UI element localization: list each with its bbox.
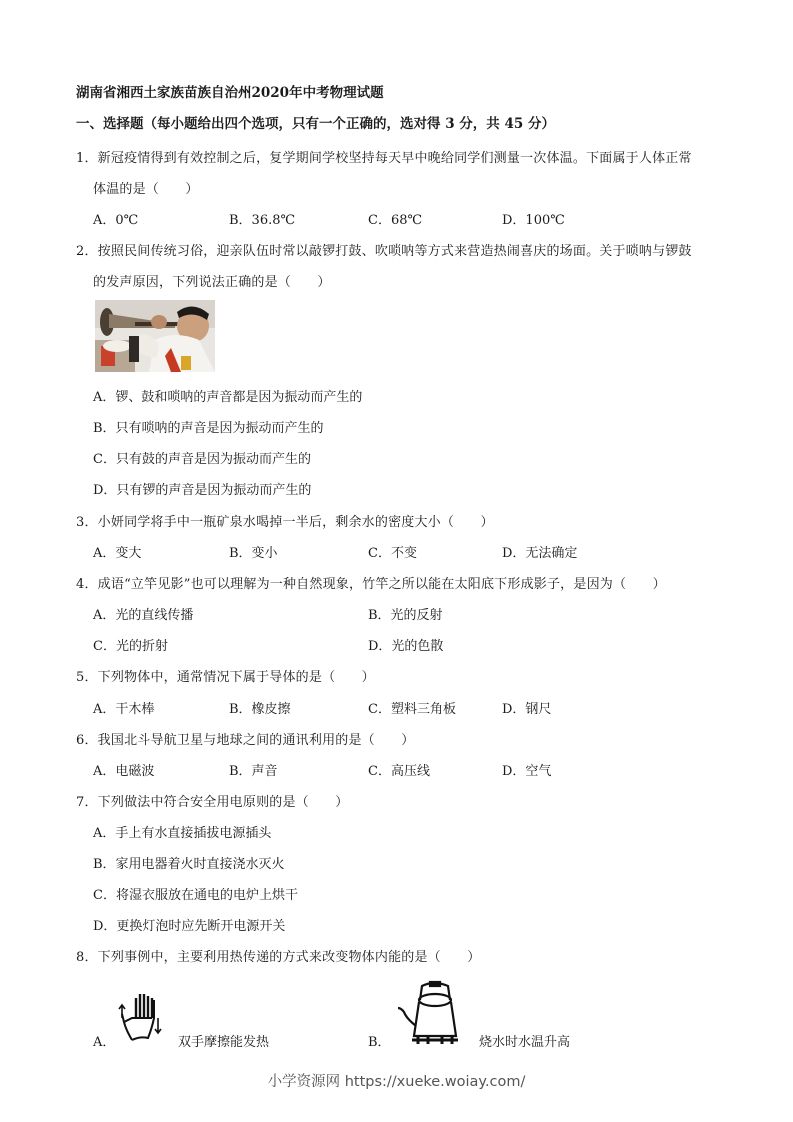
option-a: A．干木棒 <box>93 702 155 717</box>
option-d: D．无法确定 <box>502 546 578 561</box>
option-a: A．光的直线传播 <box>93 608 194 623</box>
option-a-text: 双手摩擦能发热 <box>178 1035 270 1050</box>
option-a: A．变大 <box>93 546 142 561</box>
exam-title: 湖南省湘西土家族苗族自治州2020年中考物理试题 <box>76 85 384 101</box>
question-stem: 5．下列物体中，通常情况下属于导体的是（ ） <box>76 670 375 685</box>
rubbing-hands-icon <box>118 992 164 1044</box>
option-d: D．只有锣的声音是因为振动而产生的 <box>93 483 312 498</box>
option-b-text: 烧水时水温升高 <box>479 1035 571 1050</box>
option-c: C．光的折射 <box>93 639 168 654</box>
question-stem: 8．下列事例中，主要利用热传递的方式来改变物体内能的是（ ） <box>76 950 481 965</box>
option-c: C．不变 <box>368 546 417 561</box>
option-d: D．钢尺 <box>502 702 552 717</box>
question-stem: 3．小妍同学将手中一瓶矿泉水喝掉一半后，剩余水的密度大小（ ） <box>76 515 494 530</box>
option-d: D．100℃ <box>502 213 565 228</box>
question-stem: 4．成语“立竿见影”也可以理解为一种自然现象，竹竿之所以能在太阳底下形成影子，是因为（ ） <box>76 577 666 592</box>
question-stem: 6．我国北斗导航卫星与地球之间的通讯利用的是（ ） <box>76 733 415 748</box>
question-stem: 2．按照民间传统习俗，迎亲队伍时常以敲锣打鼓、吹唢呐等方式来营造热闹喜庆的场面。关于唢呐与锣鼓 <box>76 244 692 259</box>
option-b: B．36.8℃ <box>229 213 296 228</box>
option-b: B．光的反射 <box>368 608 443 623</box>
option-d: D．空气 <box>502 764 552 779</box>
option-c: C．高压线 <box>368 764 430 779</box>
watermark-footer: 小学资源网 https://xueke.woiay.com/ <box>267 1074 526 1090</box>
question-stem-cont: 的发声原因，下列说法正确的是（ ） <box>93 275 331 290</box>
option-c: C．只有鼓的声音是因为振动而产生的 <box>93 452 311 467</box>
option-a: A．锣、鼓和唢呐的声音都是因为振动而产生的 <box>93 390 363 405</box>
option-a: A．手上有水直接插拔电源插头 <box>93 826 272 841</box>
option-a-letter: A． <box>93 1035 116 1050</box>
option-b: B．家用电器着火时直接浇水灭火 <box>93 857 285 872</box>
option-c: C．将湿衣服放在通电的电炉上烘干 <box>93 888 298 903</box>
kettle-icon <box>396 978 468 1048</box>
option-a: A．0℃ <box>93 213 139 228</box>
option-b: B．变小 <box>229 546 278 561</box>
section-heading: 一、选择题（每小题给出四个选项，只有一个正确的，选对得 3 分，共 45 分） <box>76 116 555 132</box>
question-stem-cont: 体温的是（ ） <box>93 182 199 197</box>
question-stem: 1．新冠疫情得到有效控制之后，复学期间学校坚持每天早中晚给同学们测量一次体温。下面属于人体正常 <box>76 151 692 166</box>
suona-player-photo <box>95 300 215 372</box>
option-c: C．68℃ <box>368 213 423 228</box>
question-stem: 7．下列做法中符合安全用电原则的是（ ） <box>76 795 349 810</box>
option-a: A．电磁波 <box>93 764 155 779</box>
option-c: C．塑料三角板 <box>368 702 456 717</box>
option-b: B．只有唢呐的声音是因为振动而产生的 <box>93 421 324 436</box>
option-b-letter: B． <box>368 1035 391 1050</box>
option-d: D．光的色散 <box>368 639 444 654</box>
option-b: B．橡皮擦 <box>229 702 291 717</box>
option-d: D．更换灯泡时应先断开电源开关 <box>93 919 286 934</box>
option-b: B．声音 <box>229 764 278 779</box>
